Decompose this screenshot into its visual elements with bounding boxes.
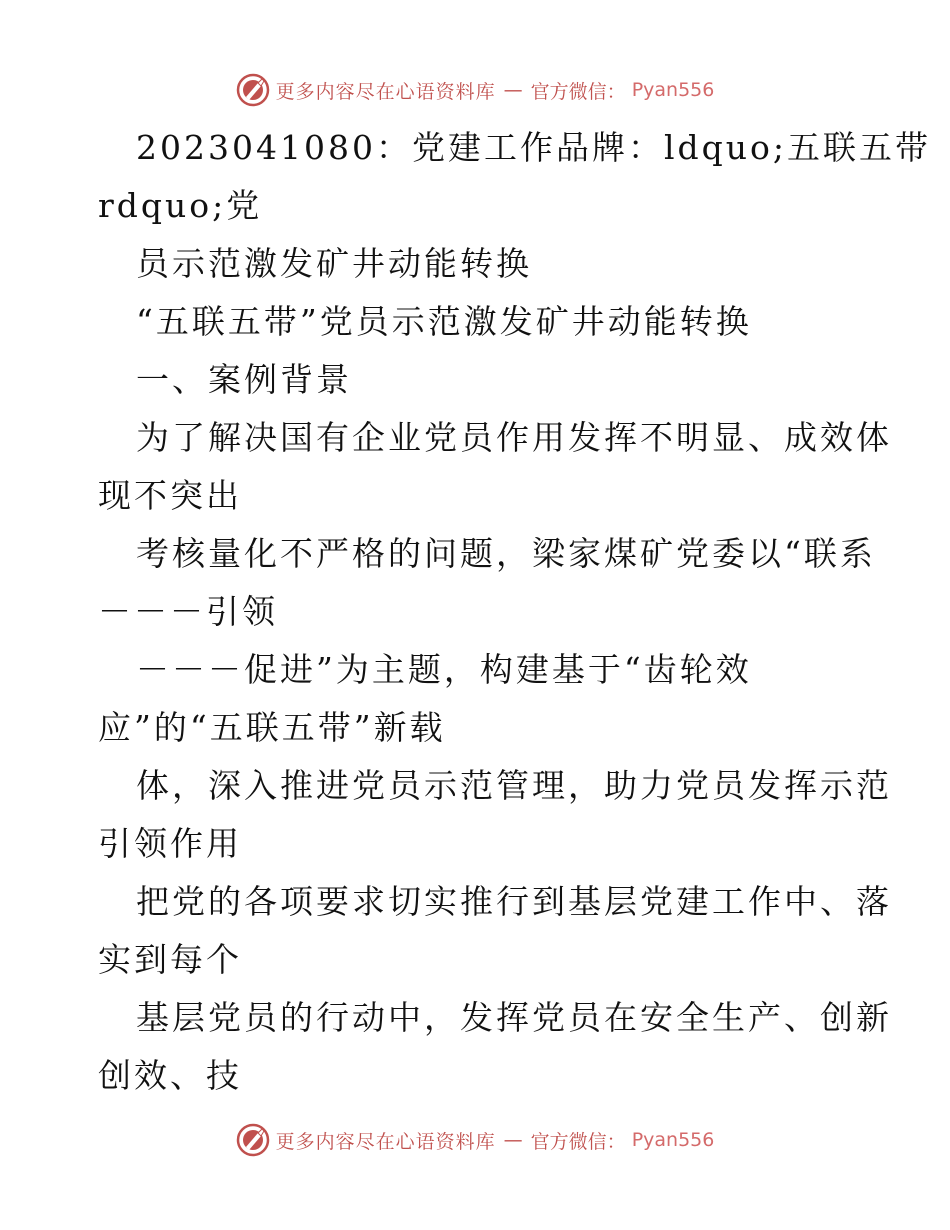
watermark-separator: — [503, 79, 523, 101]
watermark-contact-id: Pyan556 [631, 1129, 715, 1151]
doc-line: 体，深入推进党员示范管理，助力党员发挥示范 [136, 766, 892, 805]
doc-line: 把党的各项要求切实推行到基层党建工作中、落 [136, 882, 892, 921]
doc-line: 2023041080：党建工作品牌：ldquo;五联五带 [136, 128, 931, 167]
doc-line: －－－促进”为主题，构建基于“齿轮效 [136, 650, 752, 689]
doc-line: 应”的“五联五带”新载 [98, 708, 446, 747]
doc-line: －－－引领 [98, 592, 278, 631]
doc-line: 员示范激发矿井动能转换 [136, 244, 532, 283]
footer-watermark [0, 1122, 950, 1158]
doc-line: 创效、技 [98, 1056, 242, 1095]
pen-logo-icon [236, 1123, 270, 1157]
doc-line: 基层党员的行动中，发挥党员在安全生产、创新 [136, 998, 892, 1037]
doc-line: 实到每个 [98, 940, 242, 979]
doc-line: 考核量化不严格的问题，梁家煤矿党委以“联系 [136, 534, 876, 573]
watermark-contact-label: 官方微信： [530, 80, 626, 103]
watermark-contact-label: 官方微信： [530, 1130, 626, 1153]
doc-line: 现不突出 [98, 476, 242, 515]
doc-line: 为了解决国有企业党员作用发挥不明显、成效体 [136, 418, 892, 457]
watermark-main-text: 更多内容尽在心语资料库 [275, 1130, 496, 1153]
doc-line: 引领作用 [98, 824, 242, 863]
header-watermark [0, 72, 950, 108]
section-heading: 一、案例背景 [136, 360, 352, 399]
watermark-main-text: 更多内容尽在心语资料库 [275, 80, 496, 103]
doc-title: “五联五带”党员示范激发矿井动能转换 [136, 302, 752, 341]
pen-logo-icon [236, 73, 270, 107]
doc-line: rdquo;党 [98, 186, 263, 225]
watermark-contact-id: Pyan556 [631, 79, 715, 101]
watermark-separator: — [503, 1129, 523, 1151]
